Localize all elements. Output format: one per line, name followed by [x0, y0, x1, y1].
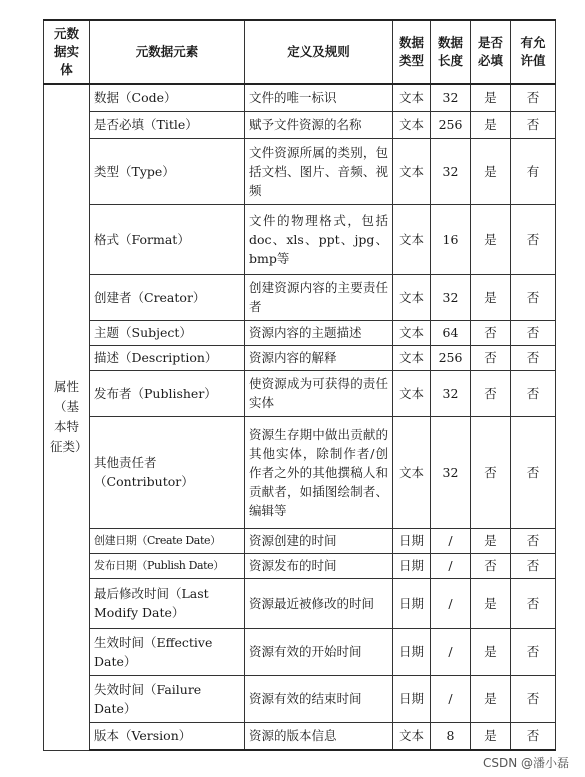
allowed-cell: 否: [511, 722, 556, 750]
allowed-cell: 有: [511, 138, 556, 204]
length-cell: 16: [431, 204, 471, 274]
element-cell: 其他责任者（Contributor）: [90, 416, 245, 528]
length-cell: /: [431, 628, 471, 675]
element-cell: 发布日期（Publish Date）: [90, 553, 245, 578]
type-cell: 日期: [393, 675, 431, 722]
definition-cell: 资源有效的开始时间: [245, 628, 393, 675]
table-row: [44, 528, 556, 553]
entity-cell: 属性（基本特征类）: [44, 84, 90, 750]
table-row: [44, 274, 556, 320]
length-cell: /: [431, 675, 471, 722]
allowed-cell: 否: [511, 553, 556, 578]
definition-cell: 资源内容的主题描述: [245, 320, 393, 345]
required-cell: 是: [471, 722, 511, 750]
length-cell: 32: [431, 84, 471, 111]
length-cell: /: [431, 578, 471, 628]
length-cell: 32: [431, 416, 471, 528]
table-row: [44, 111, 556, 138]
header-row: [44, 20, 556, 84]
type-cell: 文本: [393, 84, 431, 111]
required-cell: 是: [471, 528, 511, 553]
required-cell: 是: [471, 111, 511, 138]
element-cell: 类型（Type）: [90, 138, 245, 204]
definition-cell: 资源有效的结束时间: [245, 675, 393, 722]
required-cell: 否: [471, 553, 511, 578]
definition-cell: 创建资源内容的主要责任者: [245, 274, 393, 320]
type-cell: 日期: [393, 628, 431, 675]
element-cell: 描述（Description）: [90, 345, 245, 370]
definition-cell: 资源创建的时间: [245, 528, 393, 553]
required-cell: 否: [471, 345, 511, 370]
required-cell: 是: [471, 138, 511, 204]
length-cell: 32: [431, 138, 471, 204]
type-cell: 文本: [393, 320, 431, 345]
type-cell: 文本: [393, 274, 431, 320]
allowed-cell: 否: [511, 345, 556, 370]
table-row: [44, 84, 556, 111]
header-length: 数据长度: [431, 20, 471, 84]
allowed-cell: 否: [511, 675, 556, 722]
table-row: [44, 416, 556, 528]
allowed-cell: 否: [511, 578, 556, 628]
type-cell: 文本: [393, 111, 431, 138]
length-cell: /: [431, 553, 471, 578]
table-row: [44, 675, 556, 722]
length-cell: 256: [431, 345, 471, 370]
element-cell: 格式（Format）: [90, 204, 245, 274]
length-cell: 64: [431, 320, 471, 345]
element-cell: 数据（Code）: [90, 84, 245, 111]
header-definition: 定义及规则: [245, 20, 393, 84]
required-cell: 是: [471, 578, 511, 628]
table-row: [44, 320, 556, 345]
definition-cell: 文件的唯一标识: [245, 84, 393, 111]
required-cell: 是: [471, 84, 511, 111]
definition-cell: 赋予文件资源的名称: [245, 111, 393, 138]
definition-cell: 资源最近被修改的时间: [245, 578, 393, 628]
allowed-cell: 否: [511, 628, 556, 675]
required-cell: 否: [471, 416, 511, 528]
type-cell: 日期: [393, 553, 431, 578]
table-row: [44, 138, 556, 204]
element-cell: 生效时间（Effective Date）: [90, 628, 245, 675]
table-row: [44, 553, 556, 578]
type-cell: 文本: [393, 345, 431, 370]
allowed-cell: 否: [511, 84, 556, 111]
type-cell: 日期: [393, 528, 431, 553]
required-cell: 是: [471, 274, 511, 320]
element-cell: 最后修改时间（Last Modify Date）: [90, 578, 245, 628]
element-cell: 创建者（Creator）: [90, 274, 245, 320]
table-row: [44, 578, 556, 628]
type-cell: 文本: [393, 416, 431, 528]
definition-cell: 使资源成为可获得的责任实体: [245, 370, 393, 416]
table-row: [44, 204, 556, 274]
table-row: [44, 345, 556, 370]
type-cell: 文本: [393, 204, 431, 274]
element-cell: 是否必填（Title）: [90, 111, 245, 138]
required-cell: 否: [471, 370, 511, 416]
element-cell: 失效时间（Failure Date）: [90, 675, 245, 722]
allowed-cell: 否: [511, 204, 556, 274]
element-cell: 创建日期（Create Date）: [90, 528, 245, 553]
definition-cell: 资源的版本信息: [245, 722, 393, 750]
definition-cell: 文件的物理格式，包括doc、xls、ppt、jpg、bmp等: [245, 204, 393, 274]
table-row: [44, 370, 556, 416]
table-row: [44, 628, 556, 675]
metadata-table: [43, 19, 556, 751]
header-required: 是否必填: [471, 20, 511, 84]
allowed-cell: 否: [511, 370, 556, 416]
header-allowed: 有允许值: [511, 20, 556, 84]
required-cell: 是: [471, 675, 511, 722]
allowed-cell: 否: [511, 111, 556, 138]
table-body: [44, 84, 556, 750]
allowed-cell: 否: [511, 274, 556, 320]
element-cell: 主题（Subject）: [90, 320, 245, 345]
header-element: 元数据元素: [90, 20, 245, 84]
type-cell: 文本: [393, 138, 431, 204]
allowed-cell: 否: [511, 528, 556, 553]
required-cell: 否: [471, 320, 511, 345]
length-cell: 32: [431, 370, 471, 416]
element-cell: 发布者（Publisher）: [90, 370, 245, 416]
header-entity: 元数据实体: [44, 20, 90, 84]
type-cell: 日期: [393, 578, 431, 628]
definition-cell: 资源生存期中做出贡献的其他实体，除制作者/创作者之外的其他撰稿人和贡献者，如插图绘制者、编辑等: [245, 416, 393, 528]
watermark-text: CSDN @潘小磊: [482, 756, 569, 770]
table-row: [44, 722, 556, 750]
required-cell: 是: [471, 204, 511, 274]
required-cell: 是: [471, 628, 511, 675]
length-cell: /: [431, 528, 471, 553]
type-cell: 文本: [393, 370, 431, 416]
length-cell: 32: [431, 274, 471, 320]
allowed-cell: 否: [511, 416, 556, 528]
element-cell: 版本（Version）: [90, 722, 245, 750]
length-cell: 256: [431, 111, 471, 138]
definition-cell: 资源内容的解释: [245, 345, 393, 370]
length-cell: 8: [431, 722, 471, 750]
allowed-cell: 否: [511, 320, 556, 345]
type-cell: 文本: [393, 722, 431, 750]
definition-cell: 资源发布的时间: [245, 553, 393, 578]
definition-cell: 文件资源所属的类别，包括文档、图片、音频、视频: [245, 138, 393, 204]
header-type: 数据类型: [393, 20, 431, 84]
